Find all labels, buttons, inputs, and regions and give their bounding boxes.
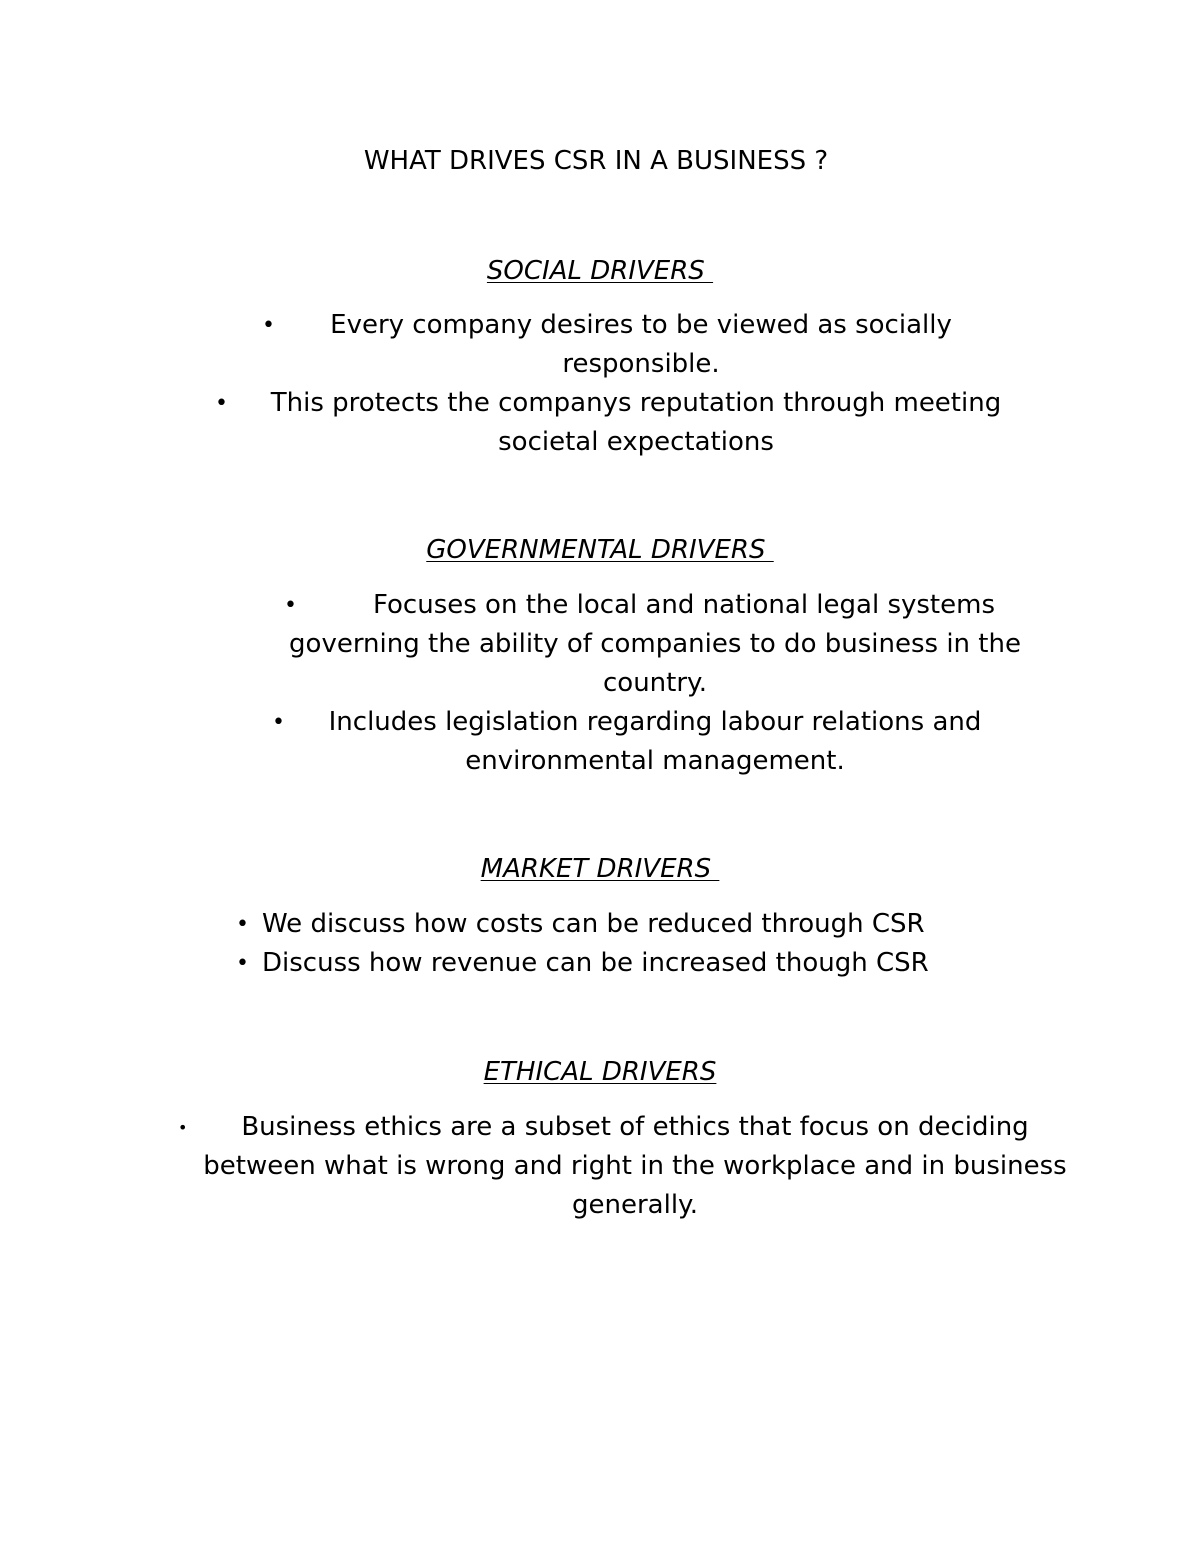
bullet-icon: •: [272, 710, 285, 735]
section-heading-ethical: ETHICAL DRIVERS: [483, 1057, 717, 1087]
bullet-icon: •: [178, 1118, 188, 1137]
bullet-icon: •: [262, 313, 275, 338]
bullet-icon: •: [236, 912, 249, 937]
bullet-item: Every company desires to be viewed as socially responsible.: [330, 310, 952, 379]
bullet-icon: •: [236, 951, 249, 976]
bullet-icon: •: [215, 391, 228, 416]
bullet-item: We discuss how costs can be reduced through CSR: [262, 909, 925, 939]
section-heading-market: MARKET DRIVERS: [480, 854, 720, 884]
bullet-item: This protects the companys reputation through meeting societal expectations: [270, 388, 1002, 457]
bullet-item: Includes legislation regarding labour relations and environmental management.: [328, 707, 982, 776]
document-title: WHAT DRIVES CSR IN A BUSINESS ?: [363, 146, 829, 176]
bullet-item: Business ethics are a subset of ethics that focus on deciding between what is wrong and right in the workplace and in business generally.: [203, 1112, 1067, 1220]
bullet-icon: •: [284, 593, 297, 618]
bullet-item: Focuses on the local and national legal systems governing the ability of companies to do business in the country.: [289, 590, 1021, 698]
bullet-item: Discuss how revenue can be increased though CSR: [262, 948, 929, 978]
section-heading-social: SOCIAL DRIVERS: [486, 256, 714, 286]
section-heading-governmental: GOVERNMENTAL DRIVERS: [426, 535, 774, 565]
